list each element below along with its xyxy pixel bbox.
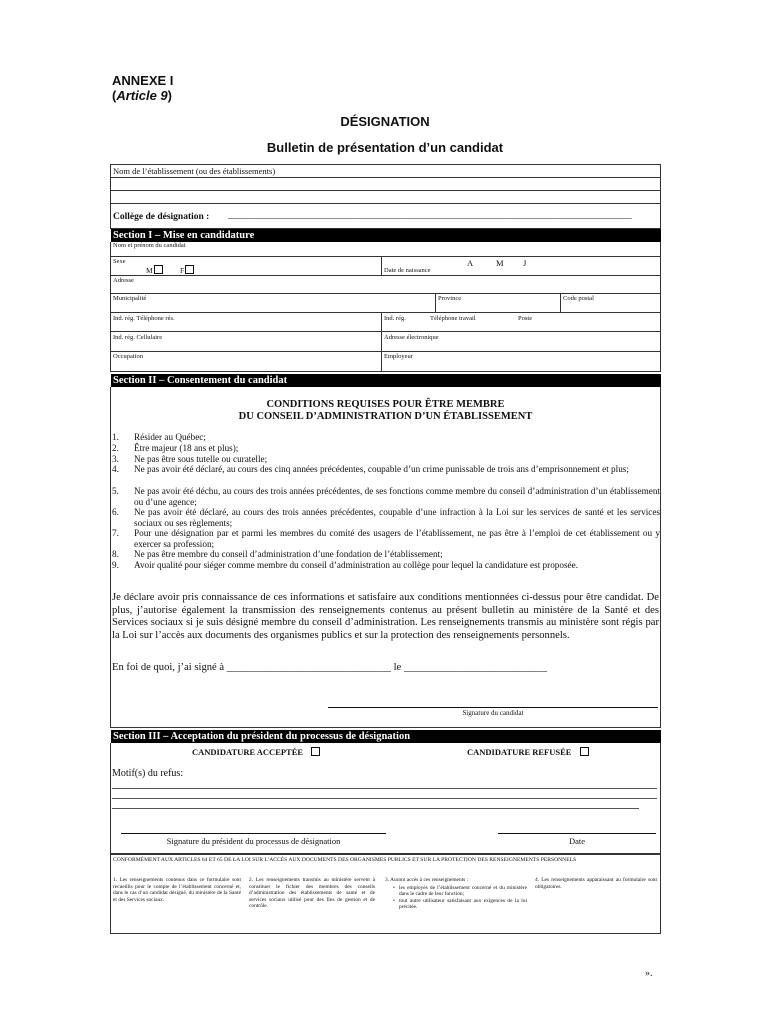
occupation-label: Occupation — [113, 353, 143, 360]
article-paren-open: ( — [112, 88, 117, 103]
condition-text: Ne pas avoir été déclaré, au cours des trois années précédentes, coupable d’une infraction à la Loi sur les services de santé et les services sociaux ou ses règlements; — [134, 507, 660, 528]
municipalite-label: Municipalité — [113, 295, 147, 302]
condition-number: 4. — [112, 464, 119, 474]
municipalite-field[interactable] — [110, 312, 661, 313]
condition-item — [112, 443, 660, 454]
condition-item — [112, 528, 660, 550]
refusee-checkbox[interactable] — [580, 747, 589, 756]
article-paren-close: ) — [167, 88, 172, 103]
courriel-divider — [381, 331, 382, 351]
condition-number: 5. — [112, 486, 119, 496]
privacy-notice-col-3-intro: 3. Auront accès à ces renseignements : — [385, 877, 469, 883]
condition-number: 2. — [112, 443, 119, 453]
sexe-date-divider — [381, 256, 382, 275]
privacy-notice-col-2: 2. Les renseignements transmis au ministère servent à constituer le fichier des membres des conseils d’administration des établissements de santé et de services sociaux utilisé pour des fins de gestion et de contrôle. — [249, 877, 375, 910]
sexe-label: Sexe — [113, 258, 126, 265]
section-1-header: Section I – Mise en candidature — [111, 229, 661, 242]
etablissement-field-line-2[interactable] — [110, 190, 661, 191]
date-label: Date de naissance — [384, 267, 431, 274]
privacy-notice-bullet — [385, 898, 527, 911]
president-signature-label: Signature du président du processus de désignation — [166, 836, 341, 846]
privacy-notice-bullet-text: tout autre utilisateur satisfaisant aux exigences de la loi précitée. — [399, 897, 527, 911]
condition-text: Ne pas être membre du conseil d’administration d’une fondation de l’établissement; — [134, 549, 443, 559]
sexe-f-label: F — [180, 266, 185, 275]
condition-number: 1. — [112, 432, 119, 442]
etablissement-label: Nom de l’établissement (ou des établissements) — [113, 166, 276, 176]
motif-label: Motif(s) du refus: — [112, 768, 184, 779]
annex-heading — [112, 73, 173, 103]
condition-text: Ne pas avoir été déchu, au cours des trois années précédentes, de ses fonctions comme membre du conseil d’administration d’un établissement ou d’une agence; — [134, 486, 660, 507]
condition-text: Résider au Québec; — [134, 432, 206, 442]
candidature-acceptee-label: CANDIDATURE ACCEPTÉE — [192, 747, 304, 757]
adresse-label: Adresse — [113, 277, 134, 284]
condition-number: 9. — [112, 560, 119, 570]
code-postal-label: Code postal — [563, 295, 594, 302]
sexe-f-checkbox[interactable] — [185, 265, 194, 274]
condition-number: 7. — [112, 528, 119, 538]
declaration-text: Je déclare avoir pris connaissance de ces informations et satisfaire aux conditions mentionnées ci-dessus pour être candidat. De plus, j’autorise également la transmission des renseignements contenus au présent bulletin au ministère de la Santé et des Services sociaux si je suis désigné membre du conseil d’administration. Les renseignements transmis au ministère sont régis par la Loi sur l’accès aux documents des organismes publics et sur la protection des renseignements personnels. — [112, 592, 659, 641]
cellulaire-field[interactable] — [110, 351, 661, 352]
condition-number: 3. — [112, 454, 119, 464]
adresse-field[interactable] — [110, 293, 661, 294]
candidature-refusee-label: CANDIDATURE REFUSÉE — [467, 747, 572, 757]
privacy-notice-bullet-text: les employés de l’établissement concerné et du ministère dans le cadre de leur fonction; — [399, 884, 527, 898]
candidature-acceptee-option[interactable] — [192, 747, 320, 757]
conditions-title-1: CONDITIONS REQUISES POUR ÊTRE MEMBRE — [266, 399, 505, 410]
college-field[interactable]: _____________________________________________________________________________________ — [228, 211, 632, 221]
date-j-label: J — [523, 258, 527, 268]
page-end-mark: ». — [645, 968, 653, 979]
sexe-f-option[interactable] — [180, 265, 194, 275]
telephone-field[interactable] — [110, 331, 661, 332]
tel-divider — [381, 312, 382, 331]
sexe-m-checkbox[interactable] — [154, 265, 163, 274]
president-signature-field[interactable] — [121, 833, 386, 834]
privacy-notice-col-1: 1. Les renseignements contenus dans ce formulaire sont recueillis pour le compte de l’établissement concerné et, dans le cas d’un candidat désigné, du ministère de la Santé et des Services sociaux. — [113, 877, 241, 903]
etablissement-field-line-3[interactable] — [110, 203, 661, 204]
section-2-header: Section II – Consentement du candidat — [111, 374, 661, 387]
tel-ind-reg-label: Ind. rég. — [384, 315, 406, 322]
tel-res-label: Ind. rég. Téléphone rés. — [113, 315, 175, 322]
condition-number: 6. — [112, 507, 119, 517]
sexe-m-label: M — [146, 266, 153, 275]
date-a-label: A — [467, 258, 474, 268]
nom-label: Nom et prénom du candidat — [113, 242, 186, 249]
privacy-notice-col-3 — [385, 877, 527, 911]
annex-label: ANNEXE I — [112, 73, 174, 88]
condition-item — [112, 464, 660, 486]
candidature-refusee-option[interactable] — [467, 747, 589, 757]
conditions-title-2: DU CONSEIL D’ADMINISTRATION D’UN ÉTABLISSEMENT — [238, 411, 533, 422]
employeur-divider — [381, 351, 382, 372]
motif-field[interactable] — [112, 788, 657, 789]
condition-text: Avoir qualité pour siéger comme membre du conseil d’administration au collège pour lequel la candidature est proposée. — [134, 560, 579, 570]
condition-item — [112, 507, 660, 529]
date-field[interactable] — [110, 275, 661, 276]
date-signature-field[interactable] — [498, 833, 656, 834]
condition-text: Ne pas avoir été déclaré, au cours des cinq années précédentes, coupable d’un crime punissable de trois ans d’emprisonnement et plus; — [134, 464, 629, 474]
page-title: DÉSIGNATION — [340, 114, 430, 129]
article-ref — [112, 88, 173, 103]
bullet-icon: • — [393, 884, 395, 891]
etablissement-field[interactable] — [110, 177, 661, 178]
privacy-notice-bullet — [385, 885, 527, 898]
college-label: Collège de désignation : — [113, 212, 210, 222]
page-subtitle: Bulletin de présentation d’un candidat — [266, 140, 504, 155]
motif-field-line-3[interactable] — [112, 808, 639, 809]
tel-travail-label: Téléphone travail — [430, 315, 476, 322]
employeur-label: Employeur — [384, 353, 413, 360]
code-postal-divider — [560, 293, 561, 312]
condition-text: Pour une désignation par et parmi les membres du comité des usagers de l’établissement, ne pas être à l’emploi de cet établissement ou y exercer sa profession; — [134, 528, 660, 549]
motif-field-line-2[interactable] — [112, 798, 657, 799]
privacy-notice-col-4: 4. Les renseignements apparaissant au formulaire sont obligatoires. — [535, 877, 657, 890]
province-label: Province — [438, 295, 462, 302]
sexe-m-option[interactable] — [146, 265, 163, 275]
nom-field[interactable] — [110, 256, 661, 257]
date-m-label: M — [496, 258, 504, 268]
acceptee-checkbox[interactable] — [311, 747, 320, 756]
date-signature-label: Date — [568, 836, 586, 846]
article-label: Article 9 — [116, 88, 168, 103]
courriel-label: Adresse électronique — [384, 334, 439, 341]
privacy-notice-heading: CONFORMÉMENT AUX ARTICLES 64 ET 65 DE LA LOI SUR L’ACCÈS AUX DOCUMENTS DES ORGANISMES PUBLICS ET SUR LA PROTECTION DES RENSEIGNEMENTS PERSONNELS — [113, 857, 577, 863]
province-divider — [435, 293, 436, 312]
condition-item — [112, 486, 660, 508]
section-3-header: Section III – Acceptation du président du processus de désignation — [111, 730, 661, 743]
condition-item — [112, 560, 660, 582]
candidate-signature-label: Signature du candidat — [462, 709, 524, 717]
poste-label: Poste — [518, 315, 533, 322]
cellulaire-label: Ind. rég. Cellulaire — [113, 334, 163, 341]
candidate-signature-field[interactable] — [328, 707, 658, 708]
condition-item — [112, 549, 660, 560]
bullet-icon: • — [393, 897, 395, 904]
foi-text[interactable]: En foi de quoi, j’ai signé à _______________________________ le ___________________________ — [112, 662, 547, 673]
condition-item — [112, 432, 660, 443]
condition-number: 8. — [112, 549, 119, 559]
condition-text: Ne pas être sous tutelle ou curatelle; — [134, 454, 268, 464]
condition-text: Être majeur (18 ans et plus); — [134, 443, 239, 453]
